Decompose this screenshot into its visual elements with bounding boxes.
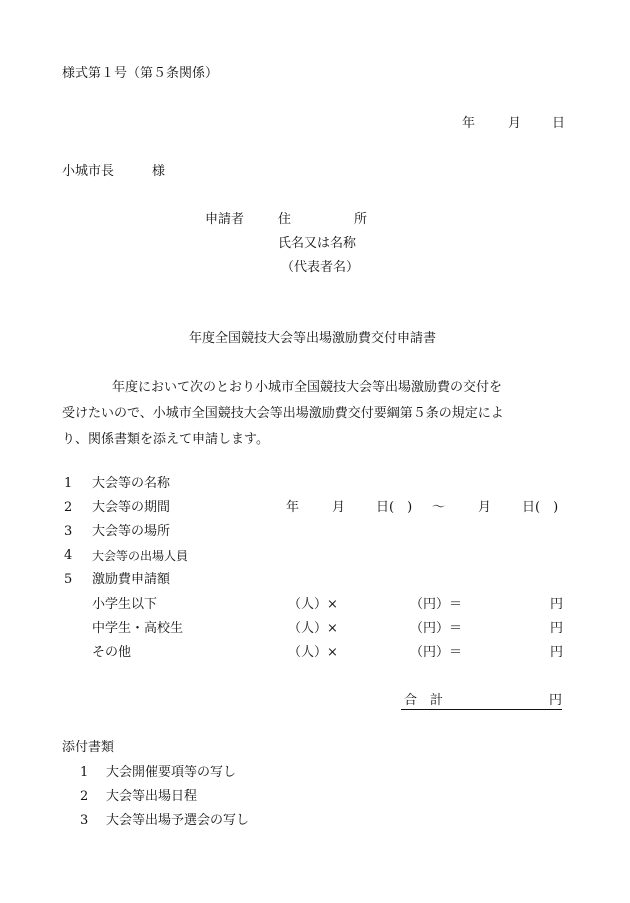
period-year: 年	[286, 500, 300, 515]
item-number: 4	[64, 548, 73, 563]
amount-category: 中学生・高校生	[92, 621, 184, 636]
amount-total-unit: 円	[550, 621, 564, 636]
sum-unit: 円	[549, 693, 563, 708]
item-label: 大会等の名称	[92, 476, 171, 491]
amount-yen: （円）＝	[410, 645, 463, 660]
body-line: 年度において次のとおり小城市全国競技大会等出場激励費の交付を	[112, 380, 503, 395]
applicant-label: 申請者	[205, 212, 245, 227]
document-title: 年度全国競技大会等出場激励費交付申請書	[189, 331, 437, 346]
amount-category: その他	[92, 645, 132, 660]
attachment-label: 大会開催要項等の写し	[106, 765, 237, 780]
attachment-label: 大会等出場予選会の写し	[106, 813, 250, 828]
sum-underline	[401, 709, 562, 710]
item-label: 激励費申請額	[92, 572, 171, 587]
amount-persons: （人）×	[288, 597, 338, 612]
address-label-2: 所	[354, 212, 368, 227]
addressee-name: 小城市長	[62, 164, 115, 179]
representative-label: （代表者名）	[281, 260, 360, 275]
date-month-label: 月	[508, 116, 522, 131]
body-paragraph	[62, 375, 582, 453]
period-month-start: 月	[332, 500, 346, 515]
period-month-end: 月	[478, 500, 492, 515]
item-number: 1	[64, 476, 73, 491]
item-label: 大会等の出場人員	[92, 549, 189, 563]
body-line: り、関係書類を添えて申請します。	[62, 432, 269, 447]
attachment-number: 2	[80, 789, 89, 804]
amount-yen: （円）＝	[410, 597, 463, 612]
sum-label-1: 合	[404, 693, 418, 708]
amount-total-unit: 円	[550, 597, 564, 612]
attachment-number: 3	[80, 813, 89, 828]
body-line: 受けたいので、小城市全国競技大会等出場激励費交付要綱第５条の規定によ	[62, 406, 504, 421]
name-label: 氏名又は名称	[278, 236, 357, 251]
attachment-number: 1	[80, 765, 89, 780]
address-label-1: 住	[278, 212, 292, 227]
period-day-start: 日( )	[376, 500, 413, 515]
period-tilde: ～	[432, 500, 446, 515]
addressee-suffix: 様	[152, 164, 166, 179]
item-label: 大会等の期間	[92, 500, 171, 515]
item-number: 2	[64, 500, 73, 515]
attachments-title: 添付書類	[62, 740, 115, 755]
amount-category: 小学生以下	[92, 597, 158, 612]
amount-yen: （円）＝	[410, 621, 463, 636]
item-label: 大会等の場所	[92, 524, 171, 539]
attachment-label: 大会等出場日程	[106, 789, 198, 804]
sum-label-2: 計	[430, 693, 444, 708]
amount-persons: （人）×	[288, 645, 338, 660]
form-number: 様式第１号（第５条関係）	[62, 66, 219, 81]
item-number: 3	[64, 524, 73, 539]
item-number: 5	[64, 572, 73, 587]
period-day-end: 日( )	[522, 500, 559, 515]
date-year-label: 年	[462, 116, 476, 131]
amount-total-unit: 円	[550, 645, 564, 660]
amount-persons: （人）×	[288, 621, 338, 636]
date-day-label: 日	[552, 116, 566, 131]
